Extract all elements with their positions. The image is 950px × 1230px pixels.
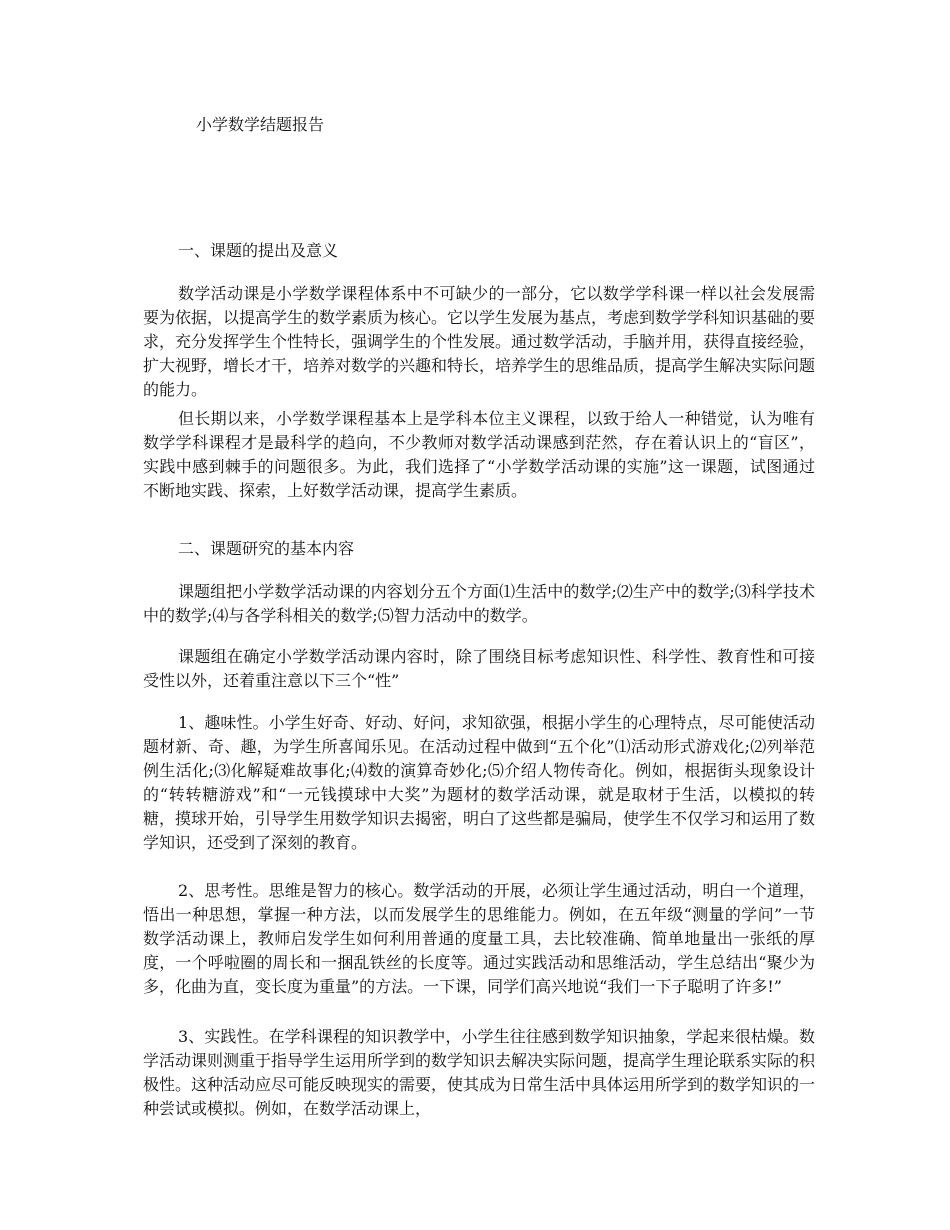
- paragraph: 3、实践性。在学科课程的知识教学中，小学生往往感到数学知识抽象，学起来很枯燥。数学活动课则测重于指导学生运用所学到的数学知识去解决实际问题，提高学生理论联系实际的积极性。这种活动应尽可能反映现实的需要，使其成为日常生活中具体运用所学到的数学知识的一种尝试或模拟。例如，在数学活动课上，: [143, 1027, 816, 1118]
- document-title: 小学数学结题报告: [196, 115, 325, 134]
- paragraph: 2、思考性。思维是智力的核心。数学活动的开展，必须让学生通过活动，明白一个道理，悟出一种思想，掌握一种方法，以而发展学生的思维能力。例如，在五年级“测量的学问”一节数学活动课上，教师启发学生如何利用普通的度量工具，去比较准确、简单地量出一张纸的厚度，一个呼啦圈的周长和一捆乱铁丝的长度等。通过实践活动和思维活动，学生总结出“聚少为多，化曲为直，变长度为重量”的方法。一下课，同学们高兴地说“我们一下子聪明了许多!”: [143, 881, 815, 996]
- paragraph: 课题组在确定小学数学活动课内容时，除了围绕目标考虑知识性、科学性、教育性和可接受性以外，还着重注意以下三个“性”: [143, 647, 815, 690]
- section-heading-1: 一、课题的提出及意义: [178, 241, 339, 260]
- paragraph: 课题组把小学数学活动课的内容划分五个方面⑴生活中的数学;⑵生产中的数学;⑶科学技术中的数学;⑷与各学科相关的数学;⑸智力活动中的数学。: [143, 582, 815, 625]
- paragraph: 但长期以来，小学数学课程基本上是学科本位主义课程，以致于给人一种错觉，认为唯有数学学科课程才是最科学的趋向，不少教师对数学活动课感到茫然，存在着认识上的“盲区”，实践中感到棘手的问题很多。为此，我们选择了“小学数学活动课的实施”这一课题，试图通过不断地实践、探索，上好数学活动课，提高学生素质。: [143, 409, 815, 500]
- paragraph: 数学活动课是小学数学课程体系中不可缺少的一部分，它以数学学科课一样以社会发展需要为依据，以提高学生的数学素质为核心。它以学生发展为基点，考虑到数学学科知识基础的要求，充分发挥学生个性特长，强调学生的个性发展。通过数学活动，手脑并用，获得直接经验，扩大视野，增长才干，培养对数学的兴趣和特长，培养学生的思维品质，提高学生解决实际问题的能力。: [143, 284, 816, 399]
- section-heading-2: 二、课题研究的基本内容: [178, 539, 355, 558]
- paragraph: 1、趣味性。小学生好奇、好动、好问，求知欲强，根据小学生的心理特点，尽可能使活动题材新、奇、趣，为学生所喜闻乐见。在活动过程中做到“五个化”⑴活动形式游戏化;⑵列举范例生活化;⑶化解疑难故事化;⑷数的演算奇妙化;⑸介绍人物传奇化。例如，根据街头现象设计的“转转糖游戏”和“一元钱摸球中大奖”为题材的数学活动课，就是取材于生活，以模拟的转糖，摸球开始，引导学生用数学知识去揭密，明白了这些都是骗局，使学生不仅学习和运用了数学知识，还受到了深刻的教育。: [143, 713, 816, 852]
